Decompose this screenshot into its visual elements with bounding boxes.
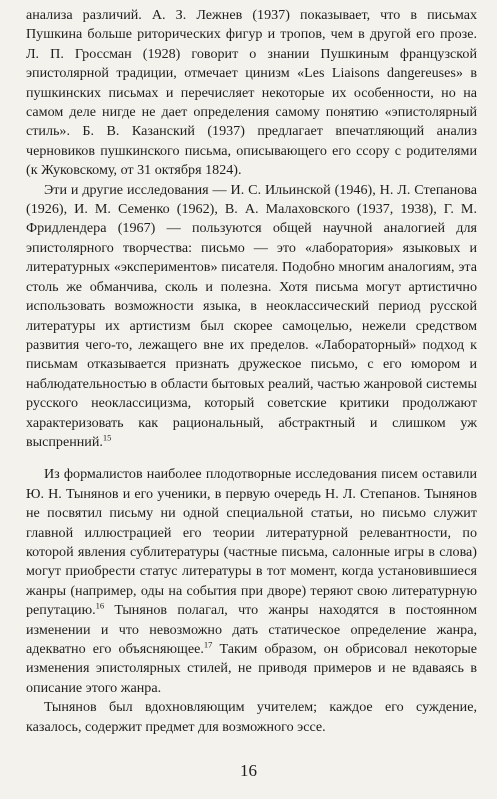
paragraph-4-text: Тынянов был вдохновляющим учителем; каждое его суждение, казалось, содержит предмет для возможного эссе.	[26, 699, 477, 735]
footnote-ref-17[interactable]: 17	[203, 639, 213, 650]
paragraph-2	[26, 181, 477, 453]
paragraph-3-text: Из формалистов наиболее плодотворные исследования писем оставили Ю. Н. Тынянов и его ученики, в первую очередь Н. Л. Степанов. Тынянов не посвятил письму ни одной специальной статьи, но письмо служит главной иллюстрацией его теории литературной релевантности, по которой явления сублитературы (частные письма, салонные игры в слова) могут приобрести статус литературы в тот момент, когда установившиеся жанры (например, оды на события при дворе) теряют свою литературную репутацию.	[26, 466, 477, 619]
page-body	[26, 6, 477, 737]
paragraph-4	[26, 698, 477, 737]
page-number: 16	[240, 761, 257, 780]
footnote-ref-16[interactable]: 16	[95, 600, 105, 611]
paragraph-1	[26, 6, 477, 181]
paragraph-3-continuation-2: Таким образом, он обрисовал некоторые изменения эпистолярных стилей, не приводя примеров и не вдаваясь в описание этого жанра.	[26, 641, 478, 696]
footnote-ref-15[interactable]: 15	[102, 432, 112, 443]
paragraph-3-continuation: Тынянов полагал, что жанры находятся в постоянном изменении и что невозможно дать статическое определение жанра, адекватно его объясняющее.	[26, 602, 477, 657]
paragraph-3	[26, 465, 477, 698]
paragraph-1-text: анализа различий. А. З. Лежнев (1937) показывает, что в письмах Пушкина больше риторических фигур и тропов, чем в другой его прозе. Л. П. Гроссман (1928) говорит о знании Пушкиным французской эпистолярной традиции, отмечает цинизм «Les Liaisons dangereuses» в пушкинских письмах и перечисляет некоторые их особенности, но на самом деле нигде не дает определения самому понятию «эпистолярный стиль». Б. В. Казанский (1937) предлагает впечатляющий анализ черновиков пушкинского письма, описывающего его ссору с родителями (к Жуковскому, от 31 октября 1824).	[26, 7, 477, 179]
paragraph-2-text: Эти и другие исследования — И. С. Ильинской (1946), Н. Л. Степанова (1926), И. М. Семенко (1962), В. А. Малаховского (1937, 1938), Г. М. Фридлендера (1967) — пользуются общей научной аналогией для эпистолярного творчества: письмо — это «лаборатория» языковых и литературных «экспериментов» писателя. Подобно многим аналогиям, эта столь же обманчива, сколь и полезна. Хотя письма могут артистично использовать возможности языка, в неоклассический период русской литературы их артистизм был скорее самоцелью, нежели средством развития чего-то, лежащего вне их пределов. «Лабораторный» подход к письмам отказывается признать дружеское письмо, с его юмором и наблюдательностью в области бытовых реалий, частью жанровой системы русского неоклассицизма, который советские критики продолжают характеризовать как рациональный, абстрактный и слишком уж выспренний.	[26, 181, 477, 450]
